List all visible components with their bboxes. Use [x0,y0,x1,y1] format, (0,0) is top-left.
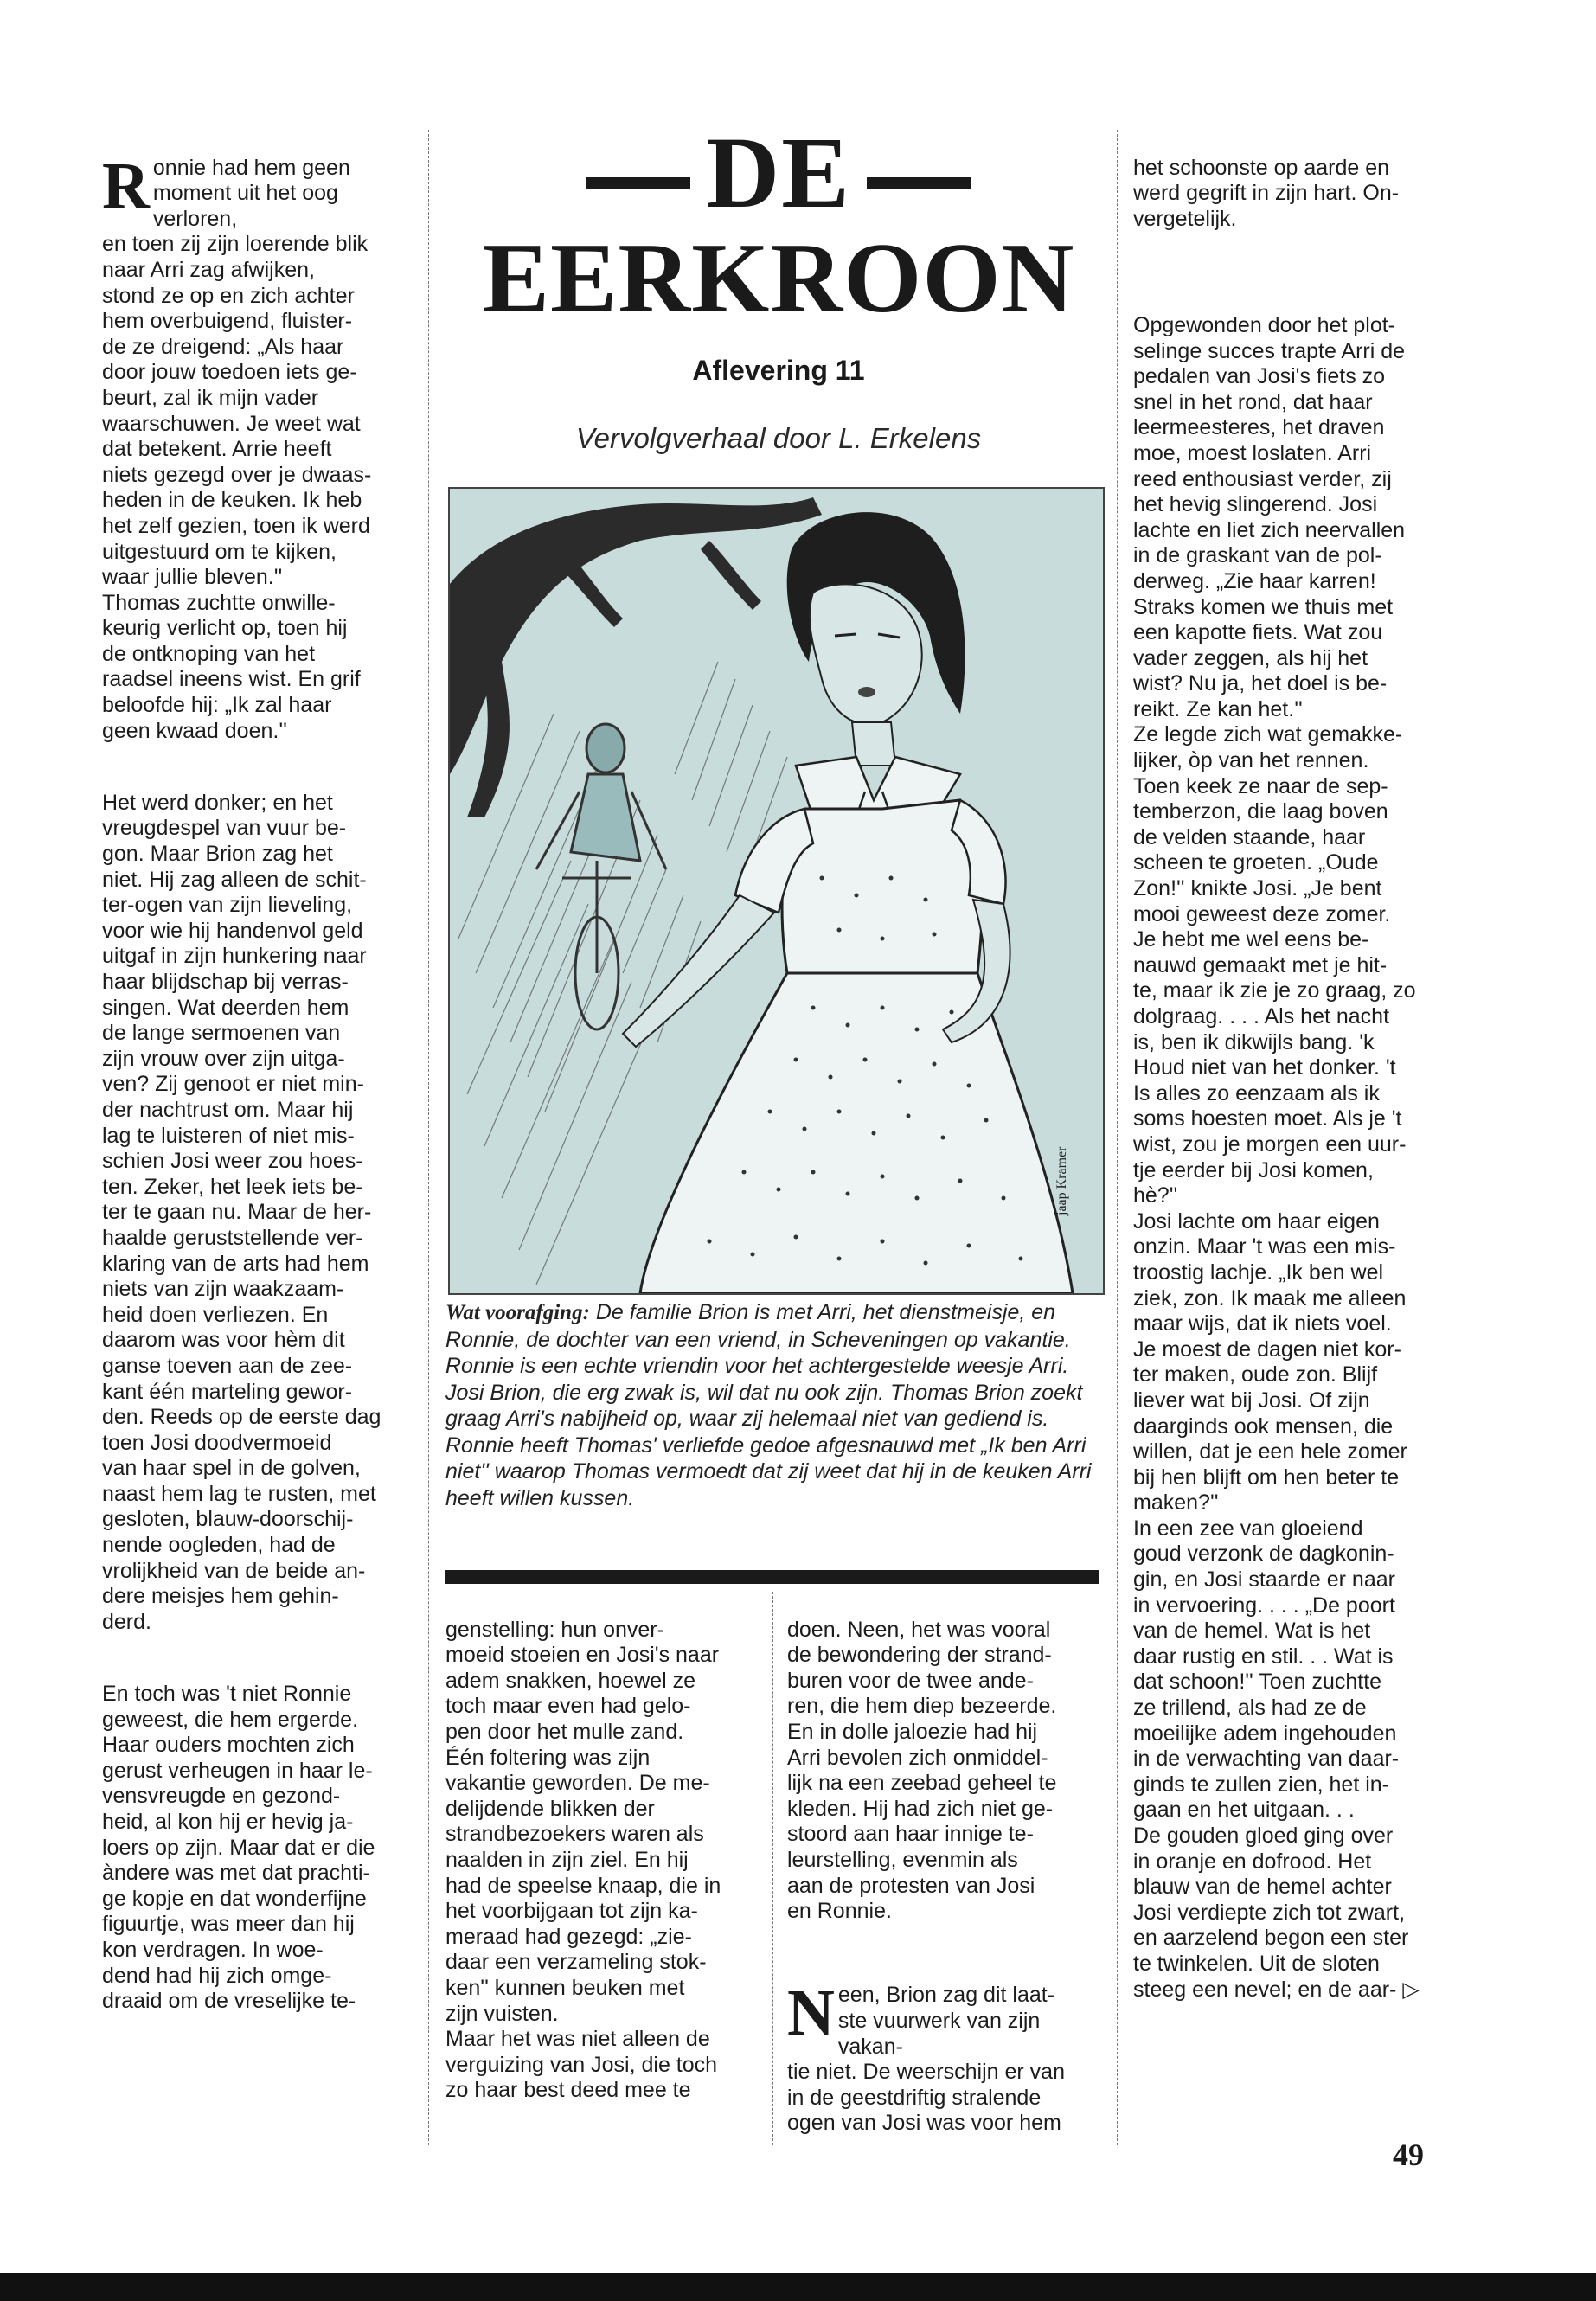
drop-cap: R [102,149,150,222]
column-4 [1133,130,1462,2049]
paragraph [787,1977,1106,2137]
drop-cap: N [787,1977,835,2050]
paragraph [102,149,420,745]
summary-lead: Wat voorafging: [445,1301,590,1324]
paragraph-text: onnie had hem geen moment uit het oog verloren, en toen zij zijn loerende blik naar Arri zag afwijken, stond ze op en zich achter hem overbuigend, fluister- de ze dreigend: „Als haar door jouw toedoen iets ge- beurt, zal ik mijn vader waarschuwen. Je weet wat dat betekent. Arrie heeft niets gezegd over je dwaas- heden in de keuken. Ik heb het zelf gezien, toen ik werd uitgestuurd om te kijken, waar jullie bleven.'' Thomas zuchtte onwille- keurig verlicht op, toen hij de ontknoping van het raadsel ineens wist. En grif beloofde hij: „Ik zal haar geen kwaad doen.'' [102,155,372,743]
section-rule [445,1570,1099,1584]
title-line-1: DE [450,121,1107,225]
paragraph-text: een, Brion zag dit laat- ste vuurwerk van zijn vakan- tie niet. De weerschijn er van in de geestdriftig stralende ogen van Josi was voor hem [787,1983,1065,2136]
column-divider [1117,130,1118,2145]
title-line-2: EERKROON [482,223,1075,334]
column-1 [102,130,420,2061]
story-illustration [448,487,1105,1295]
column-divider [428,130,429,2145]
episode-label: Aflevering 11 [692,355,865,386]
paragraph: het schoonste op aarde en werd gegrift in zijn hart. On- vergetelijk. [1133,155,1400,231]
paragraph: En toch was 't niet Ronnie geweest, die hem ergerde. Haar ouders mochten zich gerust verheugen in haar le- vensvreugde en gezond- heid, al kon hij er hevig ja- loers op zijn. Maar dat er die àndere was met dat prachti- ge kopje en dat wonderfijne figuurtje, was meer dan hij kon verdragen. In woe- dend had hij zich omge- draaid om de vreselijke te- [102,1682,375,2014]
previously-summary [445,1299,1103,1511]
summary-text: De familie Brion is met Arri, het dienstmeisje, en Ronnie, de dochter van een vriend, in Scheveningen op vakantie. Ronnie is een echte vriendin voor het achtergestelde weesje Arri. Josi Brion, die erg zwak is, wil dat nu ook zijn. Thomas Brion zoekt graag Arri's nabijheid op, waar zij helemaal niet van gediend is. Ronnie heeft Thomas' verliefde gedoe afgesnauwd met „Ik ben Arri niet'' waarop Thomas vermoedt dat zij weet dat hij in de keuken Arri heeft willen kussen. [445,1300,1092,1510]
paragraph: Het werd donker; en het vreugdespel van vuur be- gon. Maar Brion zag het niet. Hij zag alleen de schit- ter-ogen van zijn lieveling, voor wie hij handenvol geld uitgaf in zijn hunkering naar haar blijdschap bij verras- singen. Wat deerden hem de lange sermoenen van zijn vrouw over zijn uitga- ven? Zij genoot er niet min- der nachtrust om. Maar hij lag te luisteren of niet mis- schien Josi weer zou hoes- ten. Zeker, het leek iets be- ter te gaan nu. Maar de her- haalde geruststellende ver- klaring van de arts had hem niets van zijn waakzaam- heid doen verliezen. En daarom was voor hèm dit ganse toeven aan de zee- kant één marteling gewor- den. Reeds op de eerste dag toen Josi doodvermoeid van haar spel in de golven, naast hem lag te rusten, met gesloten, blauw-doorschij- nende oogleden, had de vrolijkheid van de beide an- dere meisjes hem gehin- derd. [102,790,381,1634]
paragraph: doen. Neen, het was vooral de bewondering der strand- buren voor de twee ande- ren, die hem diep bezeerde. En in dolle jaloezie had hij Arri bevolen zich onmiddel- lijk na een zeebad geheel te kleden. Hij had zich niet ge- stoord aan haar innige te- leurstelling, evenmin als aan de protesten van Josi en Ronnie. [787,1617,1057,1924]
page-number: 49 [1393,2138,1424,2172]
paragraph: genstelling: hun onver- moeid stoeien en Josi's naar adem snakken, hoewel ze toch maar even had gelo- pen door het mulle zand. Één foltering was zijn vakantie geworden. De me- delijdende blikken der strandbezoekers waren als naalden in zijn ziel. En hij had de speelse knaap, die in het voorbijgaan tot zijn ka- meraad had gezegd: „zie- daar een verzameling stok- ken'' kunnen beuken met zijn vuisten. Maar het was niet alleen de verguizing van Josi, die toch zo haar best deed mee te [445,1617,721,2103]
paragraph: Opgewonden door het plot- selinge succes trapte Arri de pedalen van Josi's fiets zo snel in het rond, dat haar leermeesteres, het draven moe, moest loslaten. Arri reed enthousiast verder, zij het hevig slingerend. Josi lachte en liet zich neervallen in de graskant van de pol- derweg. „Zie haar karren! Straks komen we thuis met een kapotte fiets. Wat zou vader zeggen, als hij het wist? Nu ja, het doel is be- reikt. Ze kan het.'' Ze legde zich wat gemakke- lijker, òp van het rennen. Toen keek ze naar de sep- temberzon, die laag boven de velden staande, haar scheen te groeten. „Oude Zon!'' knikte Josi. „Je bent mooi geweest deze zomer. Je hebt me wel eens be- nauwd gemaakt met je hit- te, maar ik zie je zo graag, zo dolgraag. . . . Als het nacht is, ben ik dikwijls bang. 'k Houd niet van het donker. 't Is alles zo eenzaam als ik soms hoesten moet. Als je 't wist, zou je morgen een uur- tje eerder bij Josi komen, hè?'' Josi lachte om haar eigen onzin. Maar 't was een mis- troostig lachje. „Ik ben wel ziek, zon. Ik maak me alleen maar wijs, dat ik niets voel. Je moest de dagen niet kor- ter maken, oude zon. Blijf liever wat bij Josi. Of zijn daarginds ook mensen, die willen, dat je een hele zomer bij hen blijft om hen beter te maken?'' In een zee van gloeiend goud verzonk de dagkonin- gin, en Josi staarde er naar in vervoering. . . . „De poort van de hemel. Wat is het daar rustig en stil. . . Wat is dat schoon!'' Toen zuchtte ze trillend, als had ze de moeilijke adem ingehouden in de verwachting van daar- ginds te zullen zien, het in- gaan en het uitgaan. . . De gouden gloed ging over in oranje en dofrood. Het blauw van de hemel achter Josi verdiepte zich tot zwart, en aarzelend begon een ster te twinkelen. Uit de sloten steeg een nevel; en de aar- ▷ [1133,312,1420,2002]
bottom-border [0,2273,1596,2301]
column-divider [772,1592,773,2145]
illustration-signature: jaap Kramer [1054,1146,1069,1215]
column-3 [787,1592,1106,2182]
byline: Vervolgverhaal door L. Erkelens [575,422,982,454]
column-2 [445,1592,761,2150]
